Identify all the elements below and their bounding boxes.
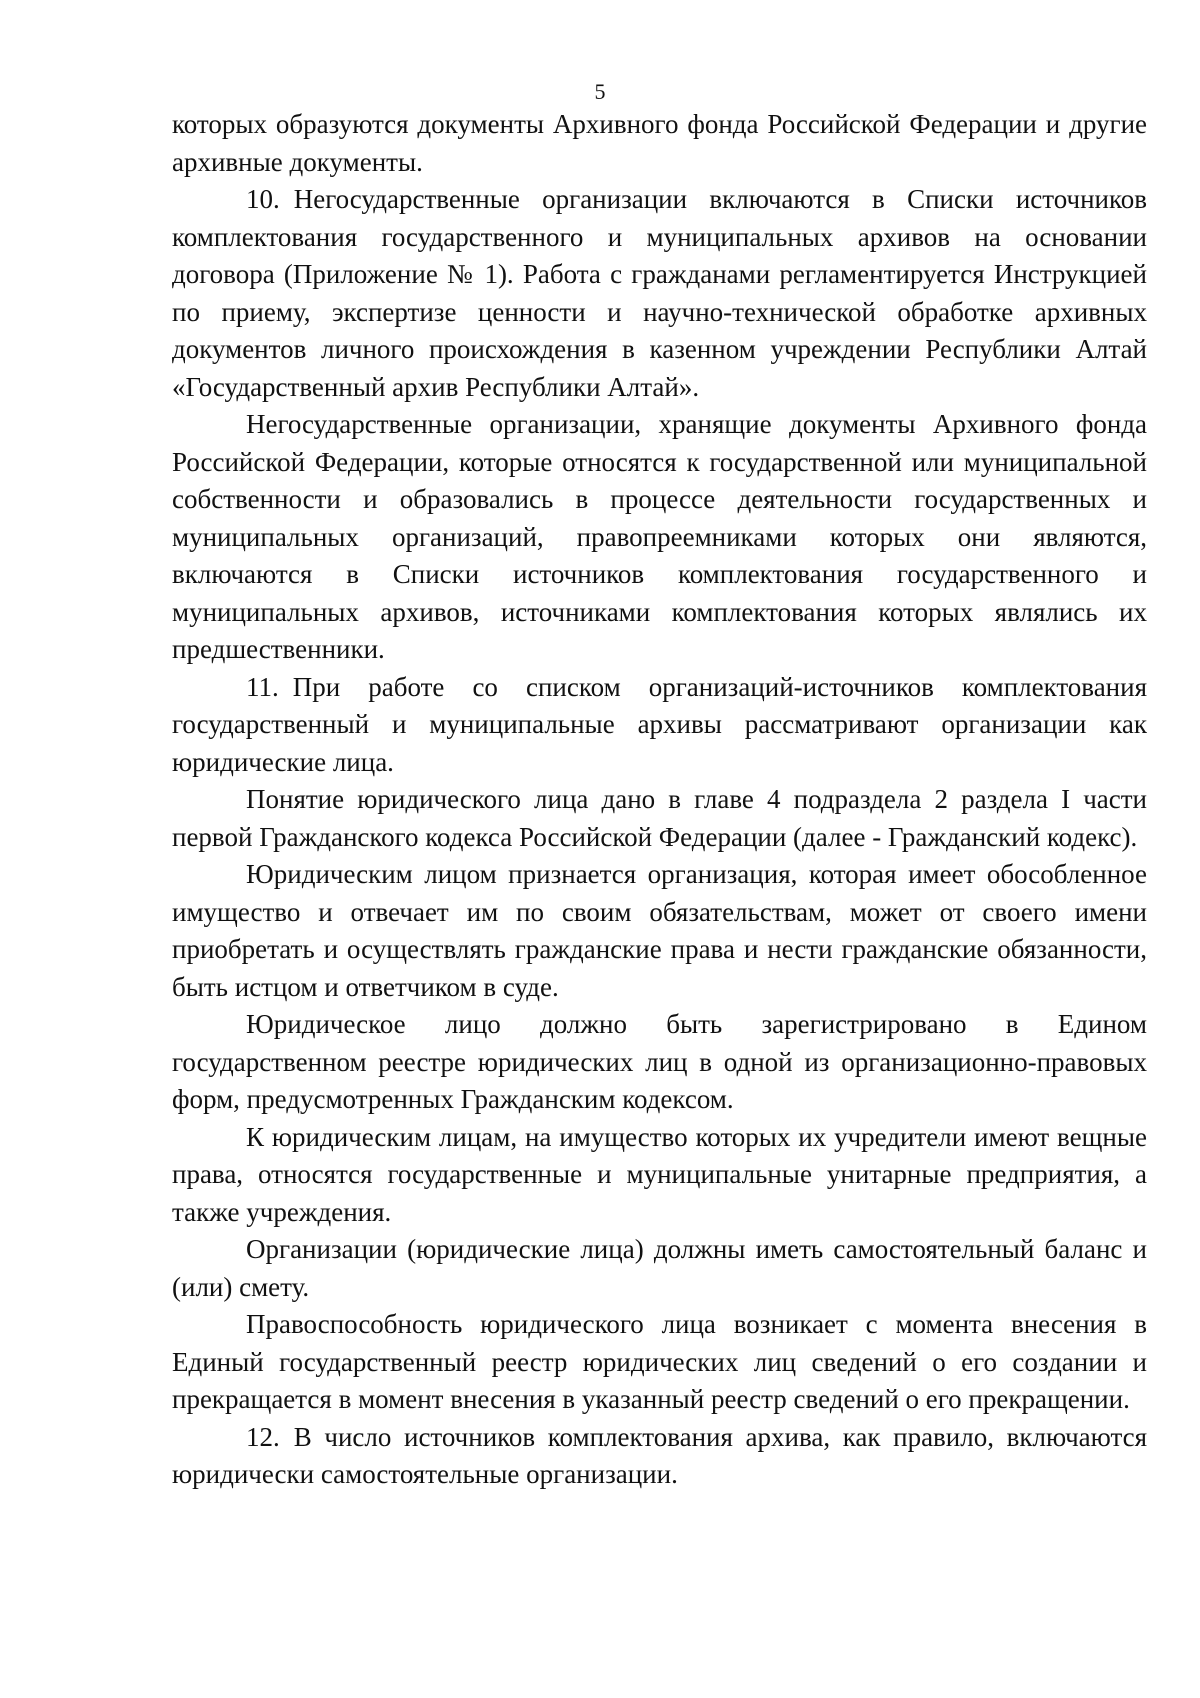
paragraph-text: Негосударственные организации, хранящие документы Архивного фонда Российской Федерации, которые относятся к государственной или муниципальной собственности и образовались в процессе деятельности государственных и муниципальных организаций, правопреемниками которых они являются, включаются в Списки источников комплектования государственного и муниципальных архивов, источниками комплектования которых являлись их предшественники. — [172, 409, 1147, 664]
paragraph — [172, 406, 1147, 669]
paragraph-text: Негосударственные организации включаются в Списки источников комплектования государственного и муниципальных архивов на основании договора (Приложение № 1). Работа с гражданами регламентируется Инструкцией по приему, экспертизе ценности и научно-технической обработке архивных документов личного происхождения в казенном учреждении Республики Алтай «Государственный архив Республики Алтай». — [172, 184, 1147, 402]
item-number: 12. — [246, 1421, 280, 1452]
paragraph-text: Юридическое лицо должно быть зарегистрировано в Едином государственном реестре юридических лиц в одной из организационно-правовых форм, предусмотренных Гражданским кодексом. — [172, 1009, 1147, 1114]
paragraph-item-10 — [172, 181, 1147, 406]
document-body — [172, 106, 1147, 1494]
paragraph-text: которых образуются документы Архивного фонда Российской Федерации и другие архивные документы. — [172, 109, 1147, 177]
paragraph — [172, 1006, 1147, 1119]
paragraph-text: К юридическим лицам, на имущество которых их учредители имеют вещные права, относятся государственные и муниципальные унитарные предприятия, а также учреждения. — [172, 1121, 1147, 1227]
paragraph — [172, 1231, 1147, 1306]
paragraph-continuation — [172, 106, 1147, 181]
paragraph-item-12 — [172, 1419, 1147, 1494]
paragraph-text: Понятие юридического лица дано в главе 4 подраздела 2 раздела I части первой Гражданского кодекса Российской Федерации (далее - Гражданский кодекс). — [172, 784, 1147, 852]
item-number: 10. — [246, 184, 280, 214]
paragraph-text: Юридическим лицом признается организация, которая имеет обособленное имущество и отвечает им по своим обязательствам, может от своего имени приобретать и осуществлять гражданские права и нести гражданские обязанности, быть истцом и ответчиком в суде. — [172, 859, 1147, 1002]
paragraph-text: Организации (юридические лица) должны иметь самостоятельный баланс и (или) смету. — [172, 1234, 1147, 1302]
page-number: 5 — [594, 79, 606, 104]
paragraph-text: Правоспособность юридического лица возникает с момента внесения в Единый государственный реестр юридических лиц сведений о его создании и прекращается в момент внесения в указанный реестр сведений о его прекращении. — [172, 1309, 1147, 1414]
paragraph — [172, 1119, 1147, 1232]
paragraph — [172, 856, 1147, 1006]
paragraph — [172, 1306, 1147, 1419]
paragraph-text: При работе со списком организаций-источников комплектования государственный и муниципальные архивы рассматривают организации как юридические лица. — [172, 671, 1147, 777]
item-number: 11. — [246, 671, 279, 702]
paragraph — [172, 781, 1147, 856]
paragraph-text: В число источников комплектования архива, как правило, включаются юридически самостоятельные организации. — [172, 1421, 1147, 1489]
paragraph-item-11 — [172, 669, 1147, 782]
